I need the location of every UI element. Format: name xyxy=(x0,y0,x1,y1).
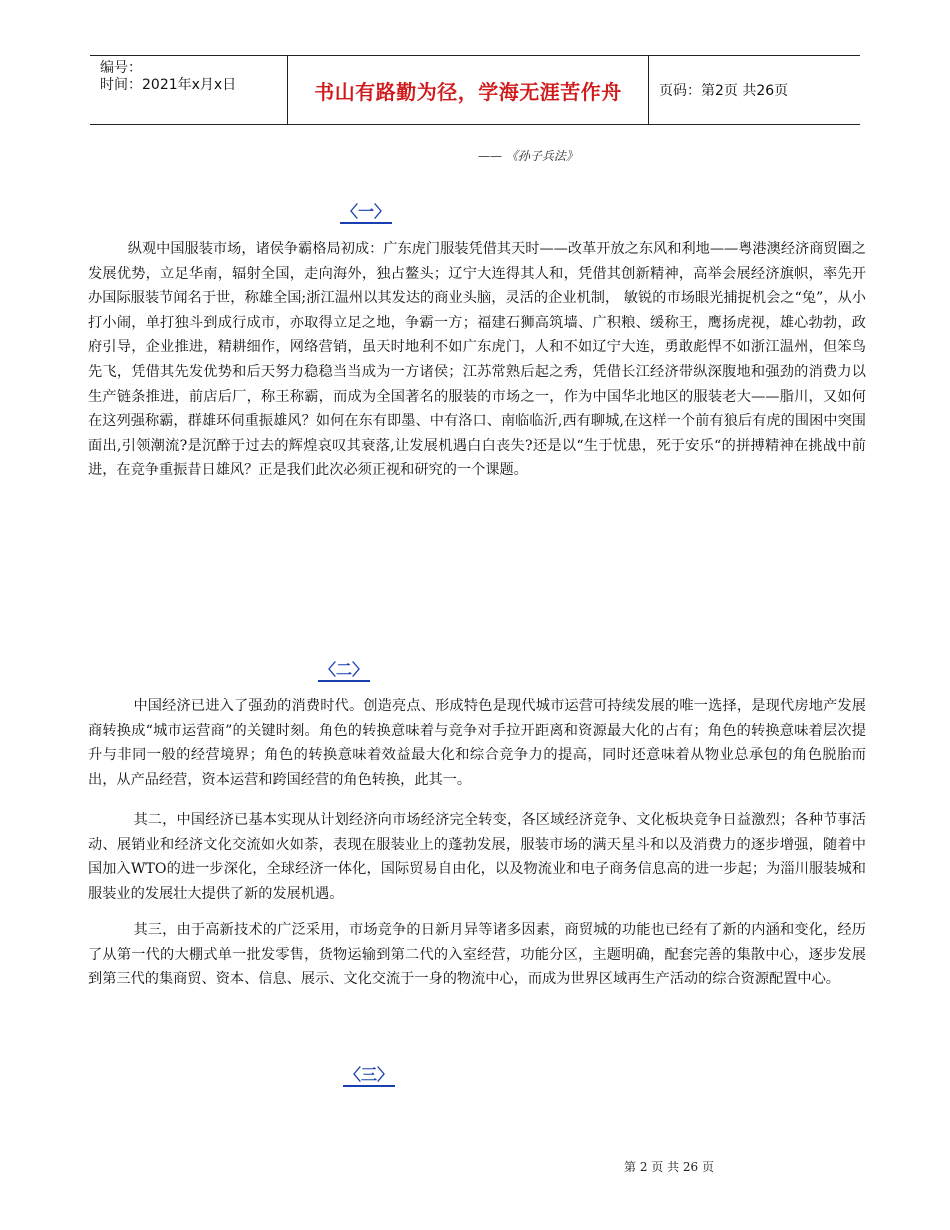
document-number-label: 编号： xyxy=(100,60,142,76)
section-1-paragraph: 纵观中国服装市场，诸侯争霸格局初成：广东虎门服装凭借其天时——改革开放之东风和利地——粤港澳经济商贸圈之发展优势，立足华南，辐射全国，走向海外，独占鳌头；辽宁大连得其人和，凭借其创新精神，高举会展经济旗帜，率先开办国际服装节闻名于世，称雄全国;浙江温州以其发达的商业头脑，灵活的企业机制， 敏锐的市场眼光捕捉机会之“兔”，从小打小闹，单打独斗到成行成市，亦取得立足之地，争霸一方；福建石狮高筑墙、广积粮、缓称王，鹰扬虎视，雄心勃勃，政府引导，企业推进，精耕细作，网络营销，虽天时地利不如广东虎门，人和不如辽宁大连，勇敢彪悍不如浙江温州，但笨鸟先飞，凭借其先发优势和后天努力稳稳当当成为一方诸侯；江苏常熟后起之秀，凭借长江经济带纵深腹地和强劲的消费力以生产链条推进，前店后厂，称王称霸，而成为全国著名的服装的市场之一，作为中国华北地区的服装老大——脂川，又如何在这列强称霸，群雄环伺重振雄风？如何在东有即墨、中有洛口、南临临沂,西有聊城,在这样一个前有狼后有虎的围困中突围面出,引领潮流?是沉醉于过去的辉煌哀叹其衰落,让发展机遇白白丧失?还是以“生于忧患，死于安乐“的拼搏精神在挑战中前进，在竞争重振昔日雄风？正是我们此次必须正视和研究的一个课题。 xyxy=(88,241,866,479)
section-1-title: 〈一〉 xyxy=(340,203,392,224)
section-2-paragraph-1: 中国经济已进入了强劲的消费时代。创造亮点、形成特色是现代城市运营可持续发展的唯一选择，是现代房地产发展商转换成“城市运营商”的关键时刻。角色的转换意味着与竞争对手拉开距离和资源最大化的占有；角色的转换意味着层次提升与非同一般的经营境界；角色的转换意味着效益最大化和综合竞争力的提高，同时还意味着从物业总承包的角色脱胎而出，从产品经营，资本运营和跨国经营的角色转换，此其一。 xyxy=(88,698,866,788)
page-footer: 第 2 页 共 26 页 xyxy=(624,1160,714,1174)
section-2-paragraph-2: 其二，中国经济已基本实现从计划经济向市场经济完全转变，各区域经济竞争、文化板块竞争日益激烈；各种节事活动、展销业和经济文化交流如火如荼，表现在服装业上的蓬勃发展，服装市场的满天星斗和以及消费力的逐步增强，随着中国加入WTO的进一步深化，全球经济一体化，国际贸易自由化，以及物流业和电子商务信息高的进一步起；为淄川服装城和服装业的发展壮大提供了新的发展机遇。 xyxy=(88,812,866,902)
section-2-title: 〈二〉 xyxy=(318,661,370,682)
page-number-label: 页码：第2页 共26页 xyxy=(659,83,789,99)
section-3-title: 〈三〉 xyxy=(343,1066,395,1087)
document-header xyxy=(90,55,860,125)
header-left-cell xyxy=(90,56,287,124)
header-page-cell xyxy=(649,56,860,124)
quote-source: —— 《孙子兵法》 xyxy=(478,149,578,163)
motto-text: 书山有路勤为径，学海无涯苦作舟 xyxy=(314,79,622,104)
header-motto-cell xyxy=(287,56,649,124)
section-2-paragraph-3: 其三，由于高新技术的广泛采用，市场竞争的日新月异等诸多因素，商贸城的功能也已经有了新的内涵和变化，经历了从第一代的大棚式单一批发零售，货物运输到第二代的入室经营，功能分区，主题明确，配套完善的集散中心，逐步发展到第三代的集商贸、资本、信息、展示、文化交流于一身的物流中心，而成为世界区域再生产活动的综合资源配置中心。 xyxy=(88,922,866,988)
document-time-label: 时间：2021年x月x日 xyxy=(100,77,237,93)
